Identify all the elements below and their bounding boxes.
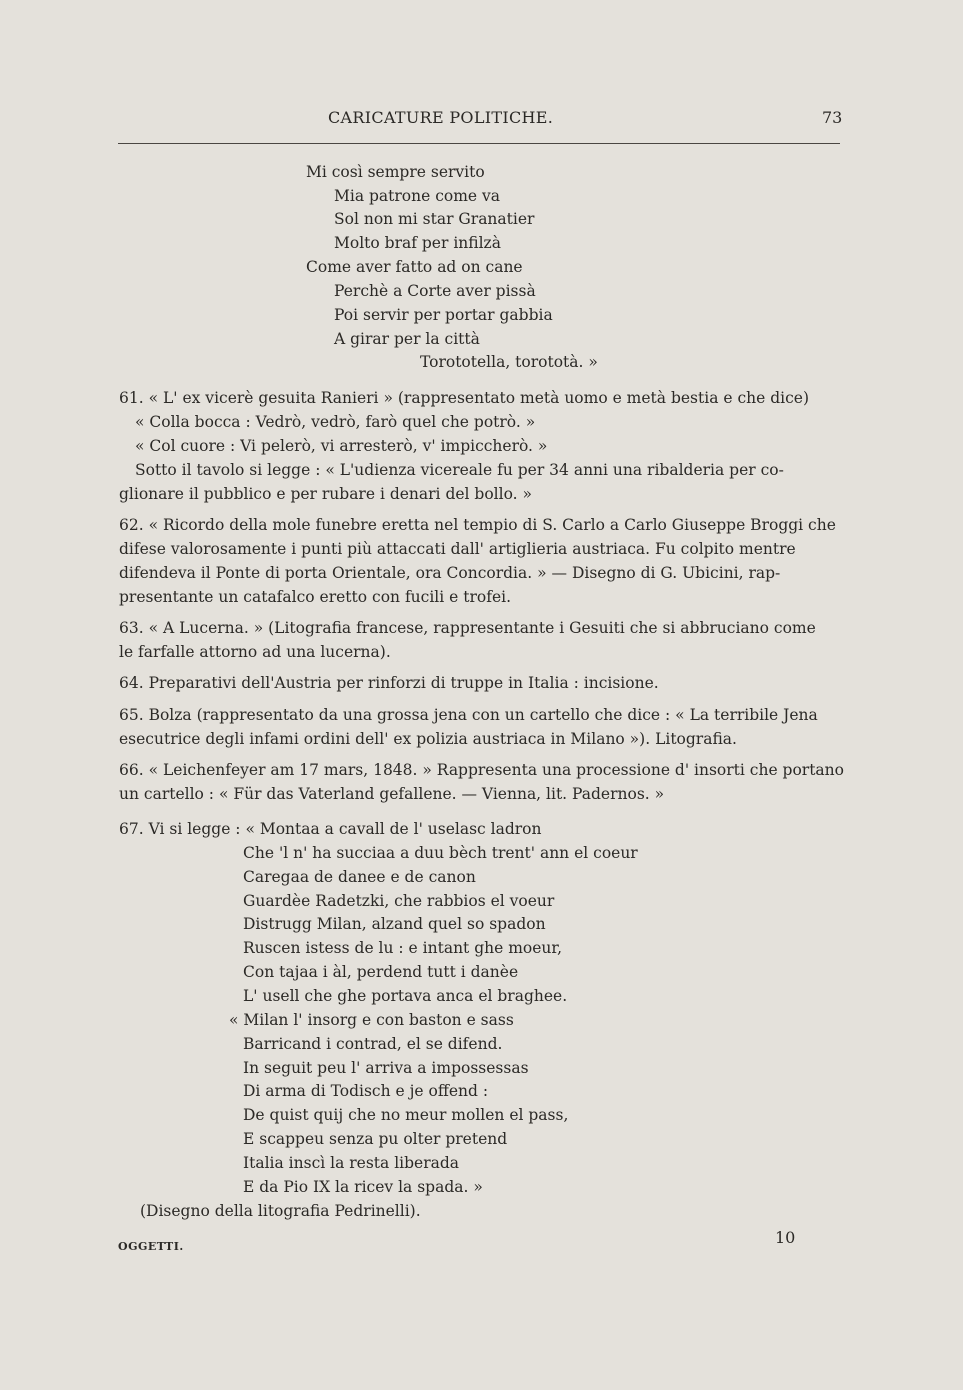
entry-line: difese valorosamente i punti più attaccati dall' artiglieria austriaca. Fu colpito mentre (119, 540, 796, 558)
entry-line: 63. « A Lucerna. » (Litografia francese, rappresentante i Gesuiti che si abbruciano come (119, 619, 816, 637)
verse-line: Che 'l n' ha succiaa a duu bèch trent' ann el coeur (243, 844, 638, 862)
verse-line: Sol non mi star Granatier (334, 210, 535, 228)
entry-line: 62. « Ricordo della mole funebre eretta nel tempio di S. Carlo a Carlo Giuseppe Broggi che (119, 516, 836, 534)
verse-line: Poi servir per portar gabbia (334, 306, 553, 324)
verse-line: Molto braf per infilzà (334, 234, 501, 252)
signature-mark: OGGETTI. (118, 1240, 184, 1253)
verse-line: De quist quij che no meur mollen el pass, (243, 1106, 569, 1124)
verse-line: E da Pio IX la ricev la spada. » (243, 1178, 483, 1196)
entry-line: « Colla bocca : Vedrò, vedrò, farò quel che potrò. » (135, 413, 536, 431)
verse-line: In seguit peu l' arriva a impossessas (243, 1059, 529, 1077)
verse-line: Con tajaa i àl, perdend tutt i danèe (243, 963, 519, 981)
entry-line: 66. « Leichenfeyer am 17 mars, 1848. » Rappresenta una processione d' insorti che portano (119, 761, 844, 779)
verse-line: Guardèe Radetzki, che rabbios el voeur (243, 892, 555, 910)
verse-line: Di arma di Todisch e je offend : (243, 1082, 489, 1100)
verse-line: Caregaa de danee e de canon (243, 868, 476, 886)
entry-line: esecutrice degli infami ordini dell' ex polizia austriaca in Milano »). Litografia. (119, 730, 737, 748)
caption: (Disegno della litografia Pedrinelli). (140, 1202, 421, 1220)
entry-line: difendeva il Ponte di porta Orientale, ora Concordia. » — Disegno di G. Ubicini, rap- (119, 564, 781, 582)
verse-line: Mia patrone come va (334, 187, 501, 205)
verse-line: Ruscen istess de lu : e intant ghe moeur, (243, 939, 563, 957)
verse-line: A girar per la città (334, 330, 480, 348)
verse-line: Distrugg Milan, alzand quel so spadon (243, 915, 546, 933)
entry-line: 67. Vi si legge : « Montaa a cavall de l' uselasc ladron (119, 820, 542, 838)
entry-line: « Col cuore : Vi pelerò, vi arresterò, v' impiccherò. » (135, 437, 548, 455)
verse-line: L' usell che ghe portava anca el braghee. (243, 987, 568, 1005)
entry-line: glionare il pubblico e per rubare i denari del bollo. » (119, 485, 532, 503)
entry-line: 64. Preparativi dell'Austria per rinforzi di truppe in Italia : incisione. (119, 674, 659, 692)
verse-line: « Milan l' insorg e con baston e sass (229, 1011, 514, 1029)
page-number: 73 (822, 108, 843, 127)
sheet-number: 10 (775, 1228, 796, 1247)
entry-line: 61. « L' ex vicerè gesuita Ranieri » (rappresentato metà uomo e metà bestia e che dice) (119, 389, 809, 407)
running-header: CARICATURE POLITICHE. (328, 108, 554, 127)
entry-line: le farfalle attorno ad una lucerna). (119, 643, 391, 661)
entry-line: Sotto il tavolo si legge : « L'udienza vicereale fu per 34 anni una ribalderia per co- (135, 461, 784, 479)
entry-line: un cartello : « Für das Vaterland gefallene. — Vienna, lit. Padernos. » (119, 785, 665, 803)
verse-line: Come aver fatto ad on cane (306, 258, 523, 276)
entry-line: presentante un catafalco eretto con fucili e trofei. (119, 588, 512, 606)
verse-line: Barricand i contrad, el se difend. (243, 1035, 503, 1053)
verse-line: Torototella, torototà. » (420, 353, 598, 371)
entry-line: 65. Bolza (rappresentato da una grossa jena con un cartello che dice : « La terribile Jena (119, 706, 818, 724)
header-rule (118, 143, 840, 144)
verse-line: Italia inscì la resta liberada (243, 1154, 460, 1172)
verse-line: Perchè a Corte aver pissà (334, 282, 536, 300)
verse-line: E scappeu senza pu olter pretend (243, 1130, 508, 1148)
verse-line: Mi così sempre servito (306, 163, 485, 181)
